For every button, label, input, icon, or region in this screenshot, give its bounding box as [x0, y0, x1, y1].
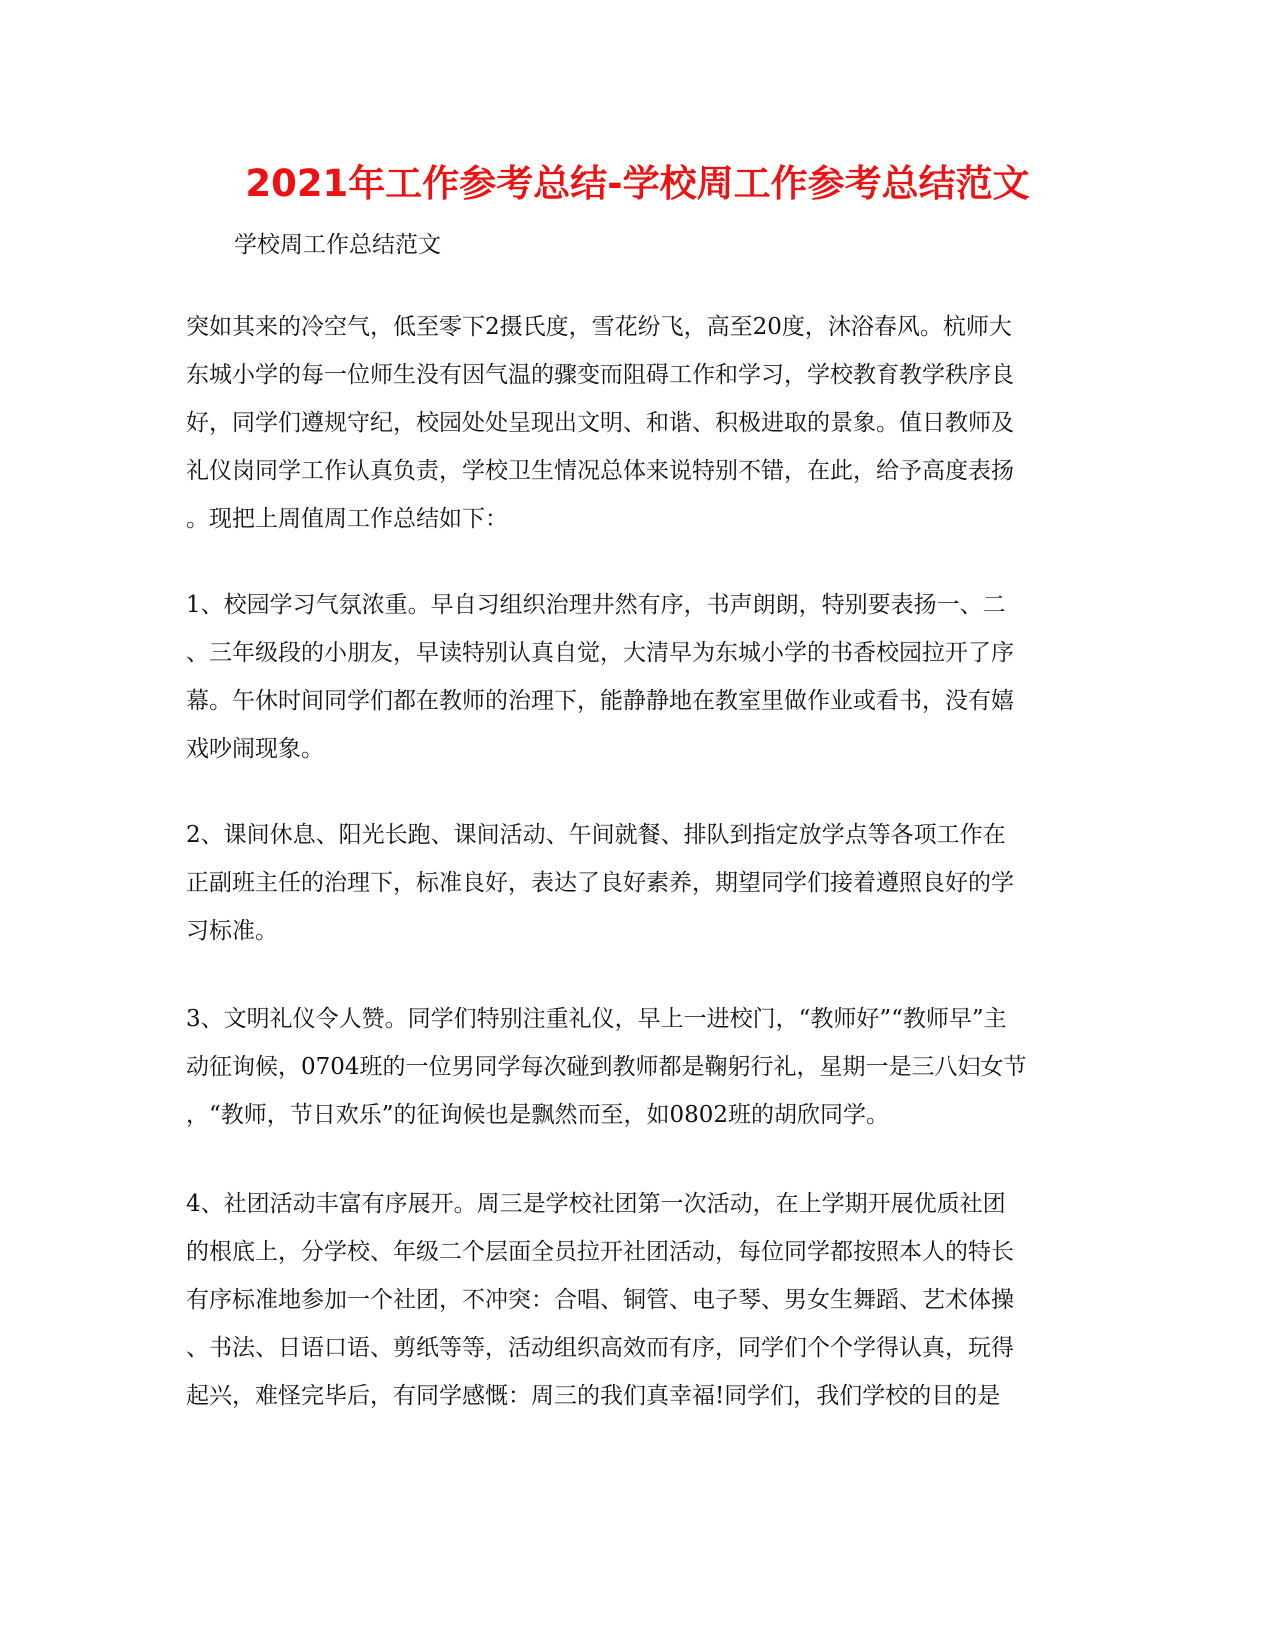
- paragraph-line: 、三年级段的小朋友，早读特别认真自觉，大清早为东城小学的书香校园拉开了序: [186, 640, 1014, 666]
- paragraph-line: 动征询候，0704班的一位男同学每次碰到教师都是鞠躬行礼，星期一是三八妇女节: [186, 1054, 1027, 1080]
- paragraph-line: 习标准。: [186, 918, 278, 944]
- paragraph-line: 突如其来的冷空气，低至零下2摄氏度，雪花纷飞，高至20度，沐浴春风。杭师大: [186, 314, 1012, 340]
- paragraph-line: 礼仪岗同学工作认真负责，学校卫生情况总体来说特别不错，在此，给予高度表扬: [186, 458, 1014, 484]
- paragraph-line: 1、校园学习气氛浓重。早自习组织治理井然有序，书声朗朗，特别要表扬一、二: [186, 592, 1006, 618]
- paragraph-2: [186, 581, 1086, 773]
- paragraph-line: 东城小学的每一位师生没有因气温的骤变而阻碍工作和学习，学校教育教学秩序良: [186, 362, 1014, 388]
- paragraph-line: 戏吵闹现象。: [186, 736, 324, 762]
- paragraph-line: 4、社团活动丰富有序展开。周三是学校社团第一次活动，在上学期开展优质社团: [186, 1191, 1006, 1217]
- paragraph-line: 3、文明礼仪令人赞。同学们特别注重礼仪，早上一进校门，“教师好”“教师早”主: [186, 1006, 1007, 1032]
- paragraph-line: 有序标准地参加一个社团，不冲突：合唱、铜管、电子琴、男女生舞蹈、艺术体操: [186, 1287, 1014, 1313]
- paragraph-line: 起兴，难怪完毕后，有同学感慨：周三的我们真幸福!同学们，我们学校的目的是: [186, 1383, 1001, 1409]
- document-subtitle: 学校周工作总结范文: [234, 232, 441, 258]
- paragraph-line: 好，同学们遵规守纪，校园处处呈现出文明、和谐、积极进取的景象。值日教师及: [186, 410, 1014, 436]
- document-title: 2021年工作参考总结-学校周工作参考总结范文: [245, 162, 1030, 205]
- paragraph-4: [186, 995, 1086, 1139]
- paragraph-line: 。现把上周值周工作总结如下：: [186, 506, 508, 532]
- paragraph-line: 的根底上，分学校、年级二个层面全员拉开社团活动，每位同学都按照本人的特长: [186, 1239, 1014, 1265]
- paragraph-1: [186, 303, 1086, 543]
- paragraph-line: ，“教师，节日欢乐”的征询候也是飘然而至，如0802班的胡欣同学。: [186, 1102, 890, 1128]
- paragraph-line: 正副班主任的治理下，标准良好，表达了良好素养，期望同学们接着遵照良好的学: [186, 870, 1014, 896]
- paragraph-3: [186, 811, 1086, 955]
- paragraph-line: 幕。午休时间同学们都在教师的治理下，能静静地在教室里做作业或看书，没有嬉: [186, 688, 1014, 714]
- paragraph-line: 、书法、日语口语、剪纸等等，活动组织高效而有序，同学们个个学得认真，玩得: [186, 1335, 1014, 1361]
- paragraph-line: 2、课间休息、阳光长跑、课间活动、午间就餐、排队到指定放学点等各项工作在: [186, 822, 1006, 848]
- paragraph-5: [186, 1180, 1086, 1420]
